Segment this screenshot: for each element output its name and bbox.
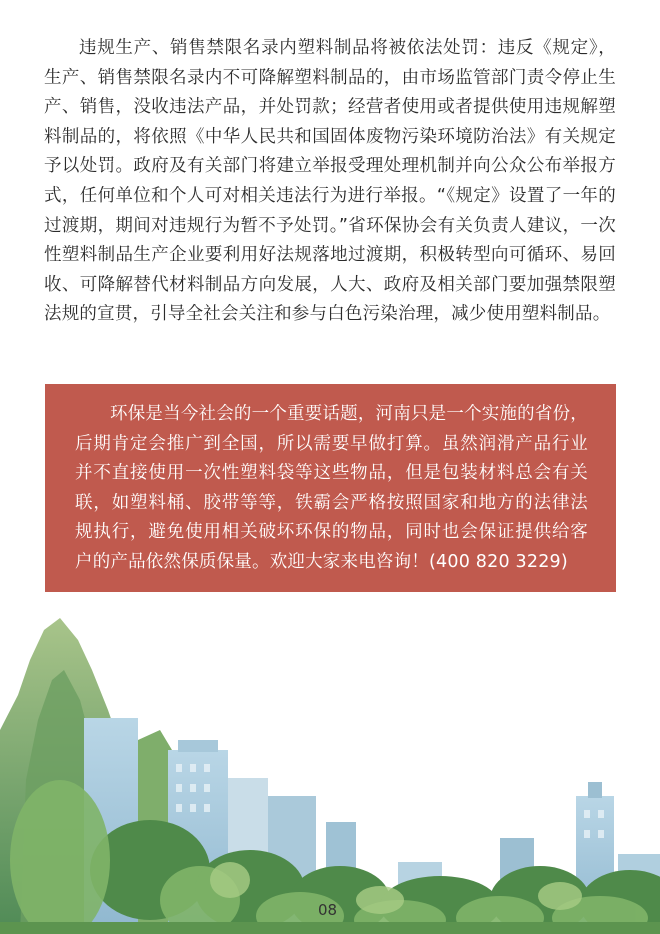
- page-number: 08: [318, 901, 338, 919]
- article-paragraph: 违规生产、销售禁限名录内塑料制品将被依法处罚：违反《规定》，生产、销售禁限名录内不可降解塑料制品的，由市场监管部门责令停止生产、销售，没收违法产品，并处罚款；经营者使用或者提供使用违规解塑料制品的，将依照《中华人民共和国固体废物污染环境防治法》有关规定予以处罚。政府及有关部门将建立举报受理处理机制并向公众公布举报方式，任何单位和个人可对相关违法行为进行举报。“《规定》设置了一年的过渡期，期间对违规行为暂不予处罚。”省环保协会有关负责人建议，一次性塑料制品生产企业要利用好法规落地过渡期，积极转型向可循环、易回收、可降解替代材料制品方向发展，人大、政府及相关部门要加强禁限塑法规的宣贯，引导全社会关注和参与白色污染治理，减少使用塑料制品。: [44, 38, 616, 325]
- callout-box: [45, 384, 616, 592]
- callout-text: 环保是当今社会的一个重要话题，河南只是一个实施的省份，后期肯定会推广到全国，所以需要早做打算。虽然润滑产品行业并不直接使用一次性塑料袋等这些物品，但是包装材料总会有关联，如塑料桶、胶带等等，铁霸会严格按照国家和地方的法律法规执行，避免使用相关破坏环保的物品，同时也会保证提供给客户的产品依然保质保量。欢迎大家来电咨询！(400 820 3229): [75, 404, 588, 572]
- city-nature-illustration: [0, 600, 660, 934]
